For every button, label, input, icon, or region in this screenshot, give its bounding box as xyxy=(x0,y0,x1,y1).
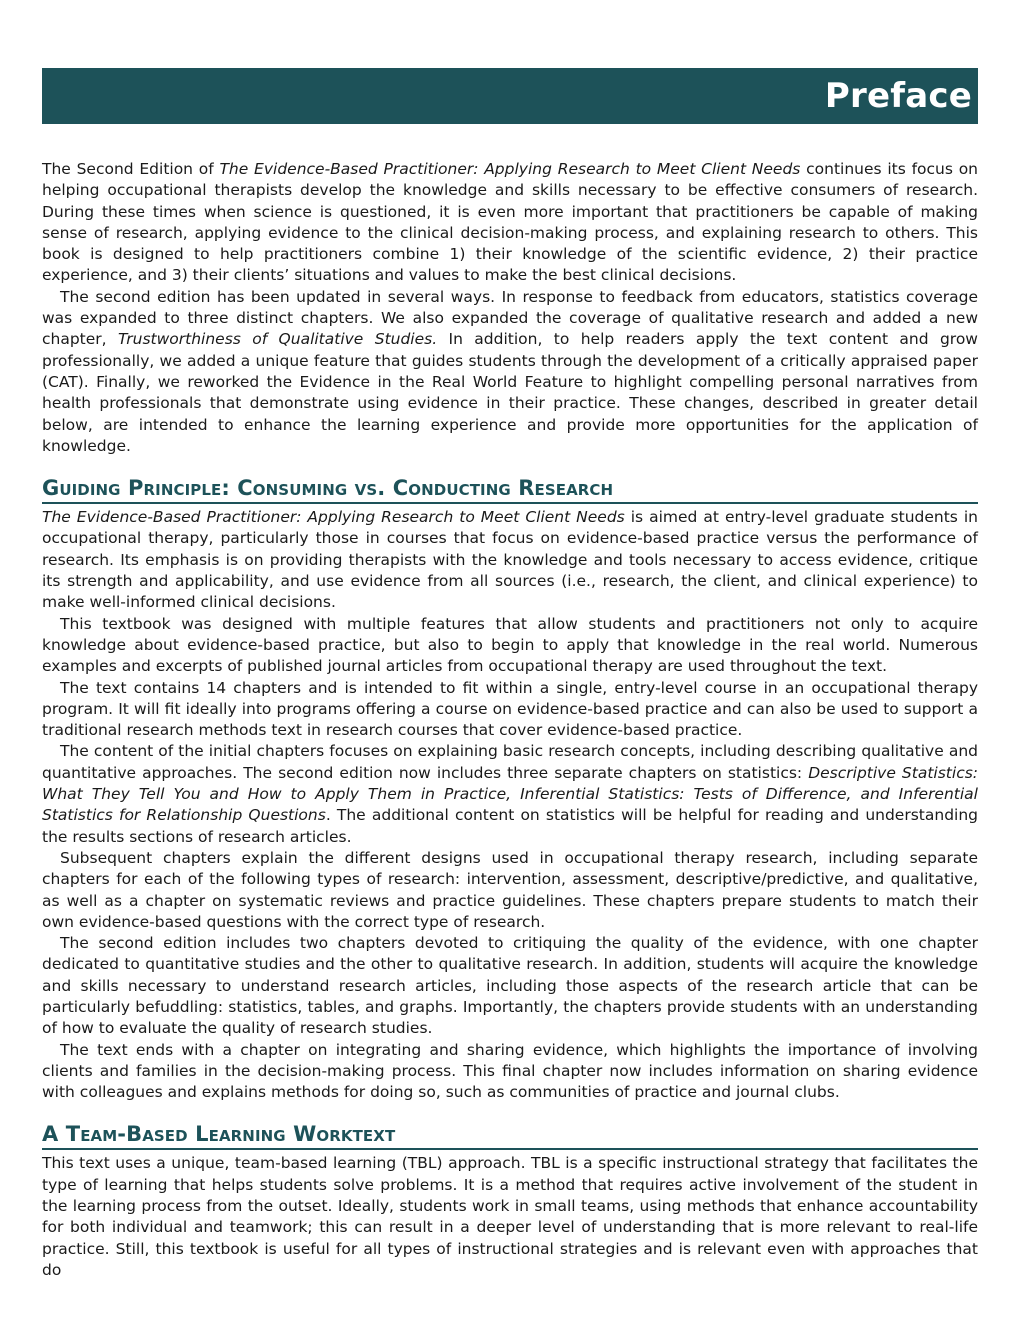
team-paragraph-1: This text uses a unique, team-based learning (TBL) approach. TBL is a specific instructional strategy that facilitates the type of learning that helps students solve problems. It is a method that requires active involvement of the student in the learning process from the outset. Ideally, students work in small teams, using methods that enhance accountability for both individual and teamwork; this can result in a deeper level of understanding that is more relevant to real-life practice. Still, this textbook is useful for all types of instructional strategies and is relevant even with approaches that do xyxy=(42,1154,978,1279)
guiding-paragraph-5: Subsequent chapters explain the different designs used in occupational therapy research, including separate chapters for each of the following types of research: intervention, assessment, descriptive/predictive, and qualitative, as well as a chapter on systematic reviews and practice guidelines. These chapters prepare students to match their own evidence-based questions with the correct type of research. xyxy=(42,848,978,931)
guiding-paragraph-7: The text ends with a chapter on integrating and sharing evidence, which highlights the importance of involving clients and families in the decision-making process. This final chapter now includes information on sharing evidence with colleagues and explains methods for doing so, such as communities of practice and journal clubs. xyxy=(42,1040,978,1102)
intro-paragraph-2: The second edition has been updated in several ways. In response to feedback from educators, statistics coverage was expanded to three distinct chapters. We also expanded the coverage of qualitative research and added a new chapter, Trustworthiness of Qualitative Studies. In addition, to help readers apply the text content and grow professionally, we added a unique feature that guides students through the development of a critically appraised paper (CAT). Finally, we reworked the Evidence in the Real World Feature to highlight compelling personal narratives from health professionals that demonstrate using evidence in their practice. These changes, described in greater detail below, are intended to enhance the learning experience and provide more opportunities for the application of knowledge. xyxy=(42,287,978,455)
book-title: The Evidence-Based Practitioner: Applying Research to Meet Client Needs xyxy=(219,160,801,178)
page xyxy=(42,0,978,1281)
guiding-paragraph-6: The second edition includes two chapters devoted to critiquing the quality of the evidence, with one chapter dedicated to quantitative studies and the other to qualitative research. In addition, students will acquire the knowledge and skills necessary to understand research articles, including those aspects of the research article that can be particularly befuddling: statistics, tables, and graphs. Importantly, the chapters provide students with an understanding of how to evaluate the quality of research studies. xyxy=(42,934,978,1038)
main-content xyxy=(42,159,978,1281)
section-heading-team-based-learning: A Team-Based Learning Worktext xyxy=(42,1121,978,1150)
statistics-chapter-titles: Descriptive Statistics: What They Tell You and How to Apply Them in Practice, Inferential Statistics: Tests of Difference, and Inferential Statistics for Relationship Questions xyxy=(42,763,979,825)
preface-banner xyxy=(42,68,978,124)
guiding-paragraph-3: The text contains 14 chapters and is intended to fit within a single, entry-level course in an occupational therapy program. It will fit ideally into programs offering a course on evidence-based practice and can also be used to support a traditional research methods text in research courses that cover evidence-based practice. xyxy=(42,678,978,740)
page-title: Preface xyxy=(824,76,972,116)
guiding-paragraph-2: This textbook was designed with multiple features that allow students and practitioners not only to acquire knowledge about evidence-based practice, but also to begin to apply that knowledge in the real world. Numerous examples and excerpts of published journal articles from occupational therapy are used throughout the text. xyxy=(42,614,978,676)
chapter-title: Trustworthiness of Qualitative Studies. xyxy=(117,330,438,349)
book-title: The Evidence-Based Practitioner: Applying Research to Meet Client Needs xyxy=(42,508,625,527)
guiding-paragraph-4: The content of the initial chapters focuses on explaining basic research concepts, including describing qualitative and quantitative approaches. The second edition now includes three separate chapters on statistics: Descriptive Statistics: What They Tell You and How to Apply Them in Practice, Inferential Statistics: Tests of Difference, and Inferential Statistics for Relationship Questions. The additional content on statistics will be helpful for reading and understanding the results sections of research articles. xyxy=(42,742,979,846)
section-heading-guiding-principle: Guiding Principle: Consuming vs. Conducting Research xyxy=(42,475,978,504)
guiding-paragraph-1: The Evidence-Based Practitioner: Applying Research to Meet Client Needs is aimed at entry-level graduate students in occupational therapy, particularly those in courses that focus on evidence-based practice versus the performance of research. Its emphasis is on providing therapists with the knowledge and tools necessary to access evidence, critique its strength and applicability, and use evidence from all sources (i.e., research, the client, and clinical experience) to make well-informed clinical decisions. xyxy=(42,508,978,612)
intro-paragraph-1: The Second Edition of The Evidence-Based Practitioner: Applying Research to Meet Client Needs continues its focus on helping occupational therapists develop the knowledge and skills necessary to be effective consumers of research. During these times when science is questioned, it is even more important that practitioners be capable of making sense of research, applying evidence to the clinical decision-making process, and explaining research to others. This book is designed to help practitioners combine 1) their knowledge of the scientific evidence, 2) their practice experience, and 3) their clients’ situations and values to make the best clinical decisions. xyxy=(42,160,979,285)
